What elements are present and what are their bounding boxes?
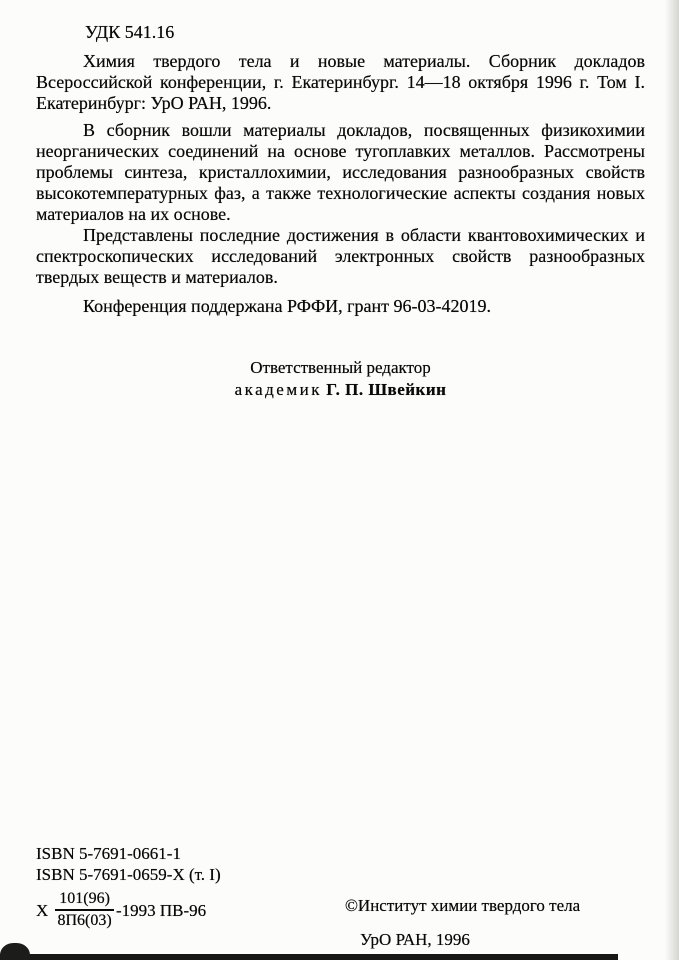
udk-code: УДК 541.16 xyxy=(85,22,175,42)
paragraph-abstract-1: В сборник вошли материалы докладов, посвященных физикохимии неорганических соединений на основе тугоплавких металлов. Рассмотрены проблемы синтеза, кристаллохимии, исследования разнообразных свойств высокотемпературных фаз, а также технологические аспекты создания новых материалов на их основе. xyxy=(36,120,645,224)
copyright-publisher-year: УрО РАН, 1996 xyxy=(360,930,470,949)
editor-role: Ответственный редактор xyxy=(250,358,431,377)
scan-artifact-corner-blob xyxy=(0,943,30,960)
copyright-institute: ©Институт химии твердого тела xyxy=(345,896,581,915)
paragraph-bibliographic: Химия твердого тела и новые материалы. Сборник докладов Всероссийской конференции, г. Екатеринбург. 14—18 октября 1996 г. Том I. Екатеринбург: УрО РАН, 1996. xyxy=(36,51,645,113)
catalog-fraction-denominator: 8П6(03) xyxy=(57,912,112,929)
catalog-prefix: Х xyxy=(36,900,49,920)
catalog-fraction xyxy=(55,890,114,930)
isbn-volume-1: ISBN 5-7691-0659-X (т. I) xyxy=(36,865,221,884)
paragraph-abstract-2: Представлены последние достижения в области квантовохимических и спектроскопических исследований электронных свойств разнообразных твердых веществ и материалов. xyxy=(36,225,645,287)
editor-block xyxy=(36,357,645,401)
copyright-block xyxy=(345,895,580,951)
editor-name: Г. П. Швейкин xyxy=(326,380,447,399)
paragraph-grant: Конференция поддержана РФФИ, грант 96-03-42019. xyxy=(83,296,492,316)
scan-artifact-bottom-edge xyxy=(0,954,618,960)
catalog-suffix: -1993 ПВ-96 xyxy=(115,900,207,920)
imprint-footer xyxy=(36,843,659,949)
main-text-block xyxy=(0,0,679,401)
isbn-volume-set: ISBN 5-7691-0661-1 xyxy=(36,844,181,863)
editor-rank: академик xyxy=(234,380,322,399)
editor-line xyxy=(36,379,645,401)
catalog-fraction-numerator: 101(96) xyxy=(55,890,114,911)
